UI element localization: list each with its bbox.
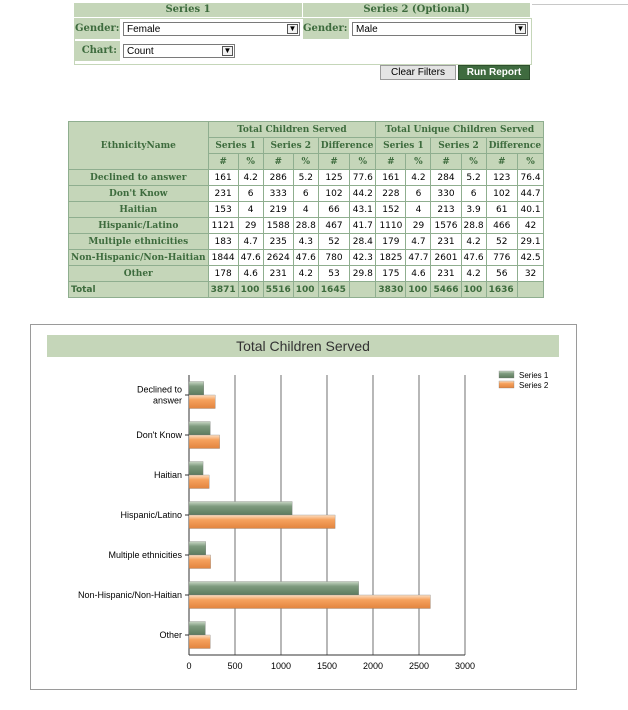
table-cell: 333	[263, 186, 293, 202]
table-cell: 6	[461, 186, 486, 202]
table-cell: 123	[486, 170, 517, 186]
chart-type-select[interactable]	[123, 44, 235, 58]
table-cell: 44.7	[517, 186, 543, 202]
y-category-label: Multiple ethnicities	[108, 550, 182, 560]
table-cell: 1588	[263, 218, 293, 234]
table-cell: 183	[208, 234, 238, 250]
count-column-header: #	[431, 154, 461, 170]
table-row	[69, 186, 544, 202]
table-cell: 47.7	[406, 250, 431, 266]
series1-bar	[189, 582, 359, 596]
x-tick-label: 500	[227, 661, 243, 671]
table-cell: 77.6	[350, 170, 376, 186]
table-cell: 780	[318, 250, 349, 266]
y-category-label: Haitian	[153, 470, 182, 480]
table-row	[69, 218, 544, 234]
chevron-down-icon: ▼	[223, 46, 232, 55]
table-cell: 231	[208, 186, 238, 202]
x-tick-label: 2000	[362, 661, 384, 671]
table-cell: 4	[406, 202, 431, 218]
ethnicity-table	[68, 121, 544, 298]
table-cell: 330	[431, 186, 461, 202]
table-row	[69, 234, 544, 250]
x-tick-label: 0	[186, 661, 192, 671]
table-cell: 28.8	[293, 218, 318, 234]
table-cell: 28.4	[350, 234, 376, 250]
table-cell: 29.8	[350, 266, 376, 282]
run-report-button[interactable]: Run Report	[458, 65, 530, 80]
table-cell: 4.6	[238, 266, 263, 282]
table-cell: 179	[376, 234, 406, 250]
series2-bar	[189, 635, 210, 649]
y-category-label: Declined to	[136, 384, 182, 395]
table-cell: 53	[318, 266, 349, 282]
total-cell: 5516	[263, 282, 293, 298]
table-cell: 52	[318, 234, 349, 250]
series1-subheader: Series 1	[376, 138, 431, 154]
table-cell: 231	[263, 266, 293, 282]
table-cell: 5.2	[461, 170, 486, 186]
table-cell: 4.7	[406, 234, 431, 250]
series2-bar	[189, 515, 335, 529]
table-cell: 4.2	[461, 266, 486, 282]
table-cell: 175	[376, 266, 406, 282]
table-cell: 161	[376, 170, 406, 186]
table-cell: 3.9	[461, 202, 486, 218]
table-cell: 52	[486, 234, 517, 250]
table-cell: 1576	[431, 218, 461, 234]
table-cell: 102	[486, 186, 517, 202]
series2-bar	[189, 435, 220, 449]
table-cell: 467	[318, 218, 349, 234]
table-cell: 4	[293, 202, 318, 218]
table-cell: 4	[238, 202, 263, 218]
x-tick-label: 2500	[408, 661, 430, 671]
total-cell: 3830	[376, 282, 406, 298]
series1-gender-value: Female	[127, 24, 161, 35]
count-column-header: #	[208, 154, 238, 170]
table-cell: 178	[208, 266, 238, 282]
legend-label: Series 1	[519, 371, 549, 380]
series1-bar	[189, 542, 206, 556]
x-tick-label: 3000	[454, 661, 476, 671]
table-cell: 286	[263, 170, 293, 186]
y-category-label: Non-Hispanic/Non-Haitian	[77, 590, 182, 600]
table-cell: 47.6	[461, 250, 486, 266]
table-cell: 2601	[431, 250, 461, 266]
total-cell: 100	[238, 282, 263, 298]
series1-bar	[189, 502, 292, 516]
table-row	[69, 250, 544, 266]
table-cell: 42	[517, 218, 543, 234]
total-cell: 100	[461, 282, 486, 298]
percent-column-header: %	[238, 154, 263, 170]
bar-chart	[31, 325, 576, 689]
count-column-header: #	[376, 154, 406, 170]
total-cell	[517, 282, 543, 298]
table-cell: 5.2	[293, 170, 318, 186]
series2-bar	[189, 555, 211, 569]
total-unique-children-served-header: Total Unique Children Served	[376, 122, 544, 138]
table-cell: 56	[486, 266, 517, 282]
row-label: Hispanic/Latino	[69, 218, 209, 234]
table-cell: 213	[431, 202, 461, 218]
count-column-header: #	[318, 154, 349, 170]
series1-gender-label: Gender:	[75, 19, 120, 39]
series2-gender-select[interactable]	[352, 22, 528, 36]
table-cell: 1844	[208, 250, 238, 266]
table-cell: 44.2	[350, 186, 376, 202]
filter-panel	[74, 3, 530, 80]
table-cell: 28.8	[461, 218, 486, 234]
table-cell: 235	[263, 234, 293, 250]
total-row	[69, 282, 544, 298]
chevron-down-icon: ▼	[516, 24, 525, 33]
total-children-served-header: Total Children Served	[208, 122, 376, 138]
percent-column-header: %	[293, 154, 318, 170]
table-cell: 125	[318, 170, 349, 186]
total-cell: 3871	[208, 282, 238, 298]
ethnicity-column-header: EthnicityName	[69, 122, 209, 170]
table-cell: 66	[318, 202, 349, 218]
table-cell: 4.2	[238, 170, 263, 186]
table-row	[69, 266, 544, 282]
table-cell: 29	[406, 218, 431, 234]
series2-bar	[189, 475, 209, 489]
series1-bar	[189, 422, 210, 436]
table-cell: 231	[431, 266, 461, 282]
legend-swatch	[499, 371, 514, 378]
count-column-header: #	[486, 154, 517, 170]
series2-gender-value: Male	[356, 24, 378, 35]
table-cell: 47.6	[238, 250, 263, 266]
table-cell: 42.3	[350, 250, 376, 266]
table-cell: 153	[208, 202, 238, 218]
table-cell: 4.2	[461, 234, 486, 250]
table-cell: 6	[238, 186, 263, 202]
y-category-label: Other	[159, 630, 182, 640]
table-cell: 1825	[376, 250, 406, 266]
table-cell: 41.7	[350, 218, 376, 234]
y-category-label: answer	[152, 395, 182, 406]
total-cell: 5466	[431, 282, 461, 298]
y-category-label: Hispanic/Latino	[120, 510, 182, 520]
percent-column-header: %	[350, 154, 376, 170]
y-category-label: Don't Know	[136, 430, 182, 440]
chevron-down-icon: ▼	[288, 24, 297, 33]
table-cell: 228	[376, 186, 406, 202]
table-row	[69, 170, 544, 186]
table-cell: 776	[486, 250, 517, 266]
table-cell: 1110	[376, 218, 406, 234]
row-label: Multiple ethnicities	[69, 234, 209, 250]
total-cell	[350, 282, 376, 298]
legend-swatch	[499, 381, 514, 388]
table-cell: 32	[517, 266, 543, 282]
row-label: Other	[69, 266, 209, 282]
series2-subheader: Series 2	[431, 138, 486, 154]
top-divider	[532, 4, 628, 5]
table-cell: 43.1	[350, 202, 376, 218]
total-cell: 100	[406, 282, 431, 298]
clear-filters-button[interactable]: Clear Filters	[380, 65, 456, 80]
table-cell: 29.1	[517, 234, 543, 250]
table-cell: 2624	[263, 250, 293, 266]
total-cell: 100	[293, 282, 318, 298]
table-cell: 4.2	[406, 170, 431, 186]
table-cell: 219	[263, 202, 293, 218]
series2-bar	[189, 395, 215, 409]
difference-subheader: Difference	[486, 138, 544, 154]
table-cell: 42.5	[517, 250, 543, 266]
table-cell: 161	[208, 170, 238, 186]
table-cell: 152	[376, 202, 406, 218]
total-cell: 1645	[318, 282, 349, 298]
chart-label: Chart:	[75, 41, 120, 61]
filter-body	[74, 18, 532, 65]
series2-subheader: Series 2	[263, 138, 318, 154]
table-cell: 4.2	[293, 266, 318, 282]
series1-gender-select[interactable]	[123, 22, 300, 36]
difference-subheader: Difference	[318, 138, 376, 154]
chart-panel	[30, 324, 577, 690]
table-cell: 4.3	[293, 234, 318, 250]
series1-header: Series 1	[74, 3, 302, 17]
row-label: Don't Know	[69, 186, 209, 202]
table-cell: 6	[406, 186, 431, 202]
series2-gender-label: Gender:	[303, 19, 349, 39]
table-cell: 61	[486, 202, 517, 218]
table-cell: 1121	[208, 218, 238, 234]
chart-title: Total Children Served	[47, 335, 559, 357]
x-tick-label: 1500	[316, 661, 338, 671]
table-cell: 231	[431, 234, 461, 250]
percent-column-header: %	[517, 154, 543, 170]
row-label: Haitian	[69, 202, 209, 218]
series1-subheader: Series 1	[208, 138, 263, 154]
table-cell: 47.6	[293, 250, 318, 266]
x-tick-label: 1000	[270, 661, 292, 671]
total-label: Total	[69, 282, 209, 298]
table-row	[69, 202, 544, 218]
percent-column-header: %	[406, 154, 431, 170]
table-cell: 29	[238, 218, 263, 234]
series2-header: Series 2 (Optional)	[303, 3, 530, 17]
chart-type-value: Count	[127, 46, 154, 57]
series1-bar	[189, 622, 205, 636]
row-label: Declined to answer	[69, 170, 209, 186]
count-column-header: #	[263, 154, 293, 170]
table-cell: 6	[293, 186, 318, 202]
series1-bar	[189, 382, 204, 396]
series1-bar	[189, 462, 203, 476]
table-cell: 466	[486, 218, 517, 234]
percent-column-header: %	[461, 154, 486, 170]
table-cell: 4.6	[406, 266, 431, 282]
table-cell: 40.1	[517, 202, 543, 218]
table-cell: 76.4	[517, 170, 543, 186]
table-cell: 102	[318, 186, 349, 202]
table-cell: 4.7	[238, 234, 263, 250]
table-cell: 284	[431, 170, 461, 186]
legend-label: Series 2	[519, 381, 549, 390]
total-cell: 1636	[486, 282, 517, 298]
series2-bar	[189, 595, 430, 609]
row-label: Non-Hispanic/Non-Haitian	[69, 250, 209, 266]
